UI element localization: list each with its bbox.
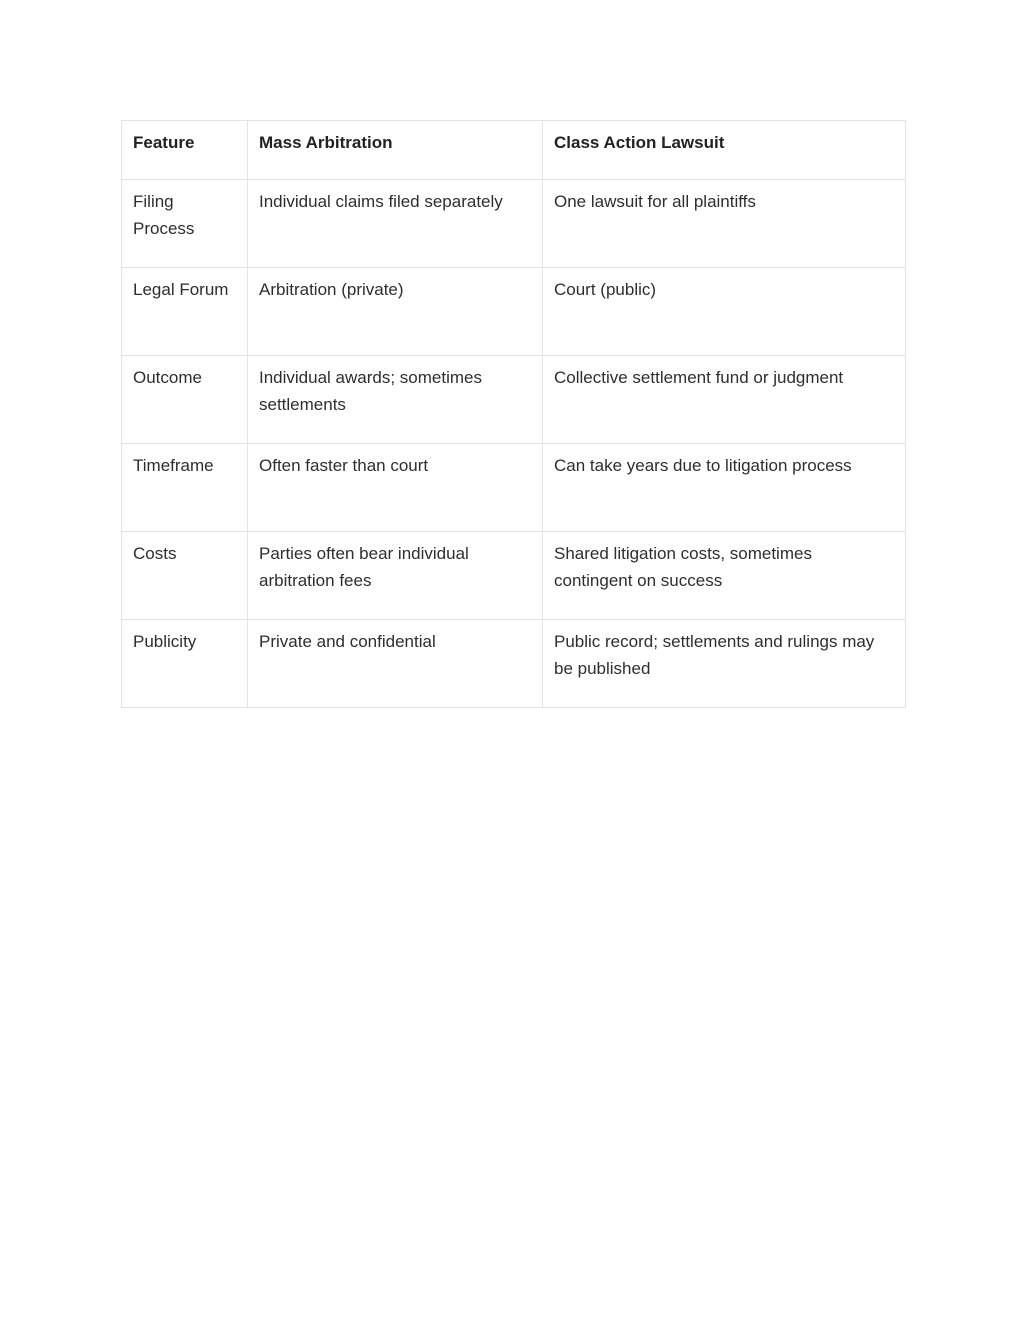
cell-class-action: Collective settlement fund or judgment	[543, 356, 906, 444]
table-row	[122, 532, 906, 620]
cell-feature: Publicity	[122, 620, 248, 708]
cell-class-action: One lawsuit for all plaintiffs	[543, 180, 906, 268]
header-feature: Feature	[122, 121, 248, 180]
cell-feature: Timeframe	[122, 444, 248, 532]
table-header-row	[122, 121, 906, 180]
cell-feature: Filing Process	[122, 180, 248, 268]
cell-mass-arbitration: Individual awards; sometimes settlements	[248, 356, 543, 444]
table-row	[122, 268, 906, 356]
header-class-action-lawsuit: Class Action Lawsuit	[543, 121, 906, 180]
cell-mass-arbitration: Individual claims filed separately	[248, 180, 543, 268]
cell-mass-arbitration: Often faster than court	[248, 444, 543, 532]
header-mass-arbitration: Mass Arbitration	[248, 121, 543, 180]
cell-feature: Legal Forum	[122, 268, 248, 356]
cell-class-action: Shared litigation costs, sometimes contingent on success	[543, 532, 906, 620]
table-row	[122, 620, 906, 708]
comparison-table	[121, 120, 906, 708]
cell-mass-arbitration: Private and confidential	[248, 620, 543, 708]
cell-class-action: Public record; settlements and rulings may be published	[543, 620, 906, 708]
cell-class-action: Can take years due to litigation process	[543, 444, 906, 532]
table-row	[122, 180, 906, 268]
cell-class-action: Court (public)	[543, 268, 906, 356]
table-row	[122, 444, 906, 532]
cell-feature: Outcome	[122, 356, 248, 444]
table-row	[122, 356, 906, 444]
cell-feature: Costs	[122, 532, 248, 620]
cell-mass-arbitration: Arbitration (private)	[248, 268, 543, 356]
cell-mass-arbitration: Parties often bear individual arbitration fees	[248, 532, 543, 620]
